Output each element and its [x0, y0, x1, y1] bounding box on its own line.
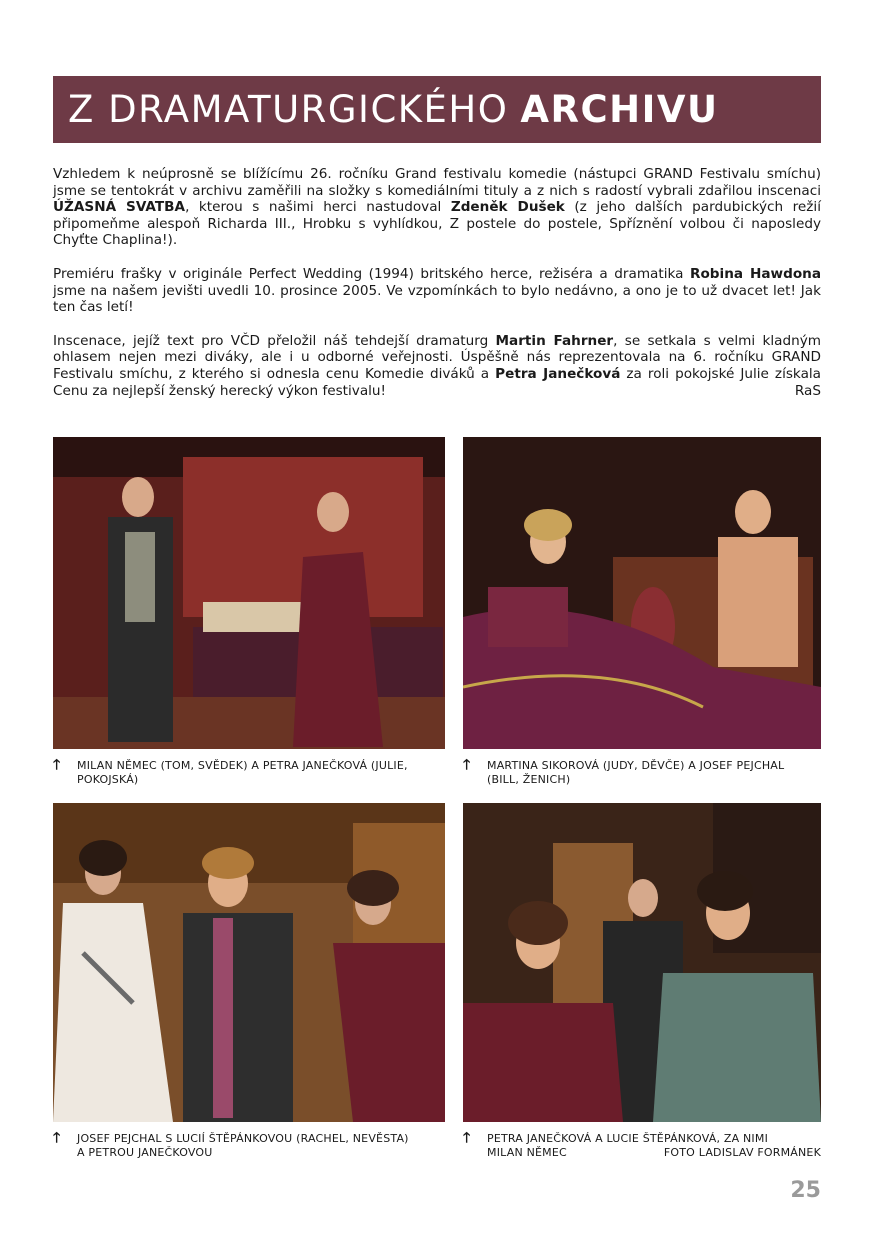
title-bold: ARCHIVU	[520, 88, 719, 131]
paragraph-2: Premiéru frašky v originále Perfect Wedding (1994) britského herce, režiséra a dramatika Robina Hawdona jsme na našem jevišti uvedli 10. prosince 2005. Ve vzpomínkách to bylo nedávno, a ono je to už dvacet let! Jak ten čas letí!	[53, 265, 822, 316]
caption-3: 🡑 JOSEF PEJCHAL S LUCIÍ ŠTĚPÁNKOVOU (RACHEL, NEVĚSTA) A PETROU JANEČKOVOU	[53, 1130, 409, 1159]
title-light: Z DRAMATURGICKÉHO	[68, 88, 509, 131]
page-number: 25	[790, 1178, 821, 1203]
photo-martina-josef	[463, 437, 821, 749]
arrow-up-icon: 🡑	[463, 1130, 471, 1146]
actress-name: Petra Janečková	[495, 365, 621, 382]
arrow-up-icon: 🡑	[53, 1130, 61, 1146]
section-title-banner	[53, 76, 821, 143]
arrow-up-icon: 🡑	[53, 757, 61, 773]
caption-4: 🡑 PETRA JANEČKOVÁ A LUCIE ŠTĚPÁNKOVÁ, ZA NIMI MILAN NĚMEC FOTO LADISLAV FORMÁNEK	[463, 1130, 821, 1159]
photo-credit: FOTO LADISLAV FORMÁNEK	[663, 1146, 821, 1159]
paragraph-3: Inscenace, jejíž text pro VČD přeložil náš tehdejší dramaturg Martin Fahrner, se setkala s velmi kladným ohlasem nejen mezi diváky, ale i u odborné veřejnosti. Úspěšně nás reprezentovala na 6. ročníku GRAND Festivalu smíchu, z kterého si odnesla cenu Komedie diváků a Petra Janečková za roli pokojské Julie získala Cenu za nejlepší ženský herecký výkon festivalu! RaS	[53, 332, 822, 399]
article-body	[53, 166, 821, 416]
dramaturg-name: Martin Fahrner	[495, 332, 614, 349]
play-title: ÚŽASNÁ SVATBA	[53, 199, 186, 216]
photo-petra-lucie-milan	[463, 803, 821, 1122]
paragraph-1: Vzhledem k neúprosně se blížícímu 26. ročníku Grand festivalu komedie (nástupci GRAND Festivalu smíchu) jsme se tentokrát v archivu zaměřili na složky s komediálními tituly a z nich s radostí vybrali zdařilou inscenaci ÚŽASNÁ SVATBA, kterou s našimi herci nastudoval Zdeněk Dušek (z jeho dalších pardubických režií připomeňme alespoň Richarda III., Hrobku s vyhlídkou, Z postele do postele, Spříznění volbou či naposledy Chyťte Chaplina!).	[53, 166, 821, 249]
arrow-up-icon: 🡑	[463, 757, 471, 773]
author-name: Robina Hawdona	[690, 265, 822, 282]
photo-josef-lucie-petra	[53, 803, 445, 1122]
photo-milan-petra	[53, 437, 445, 749]
signature: RaS	[794, 382, 821, 399]
director-name: Zdeněk Dušek	[450, 199, 565, 216]
caption-1: 🡑 MILAN NĚMEC (TOM, SVĚDEK) A PETRA JANEČKOVÁ (JULIE, POKOJSKÁ)	[53, 757, 408, 786]
caption-2: 🡑 MARTINA SIKOROVÁ (JUDY, DĚVČE) A JOSEF PEJCHAL (BILL, ŽENICH)	[463, 757, 785, 786]
